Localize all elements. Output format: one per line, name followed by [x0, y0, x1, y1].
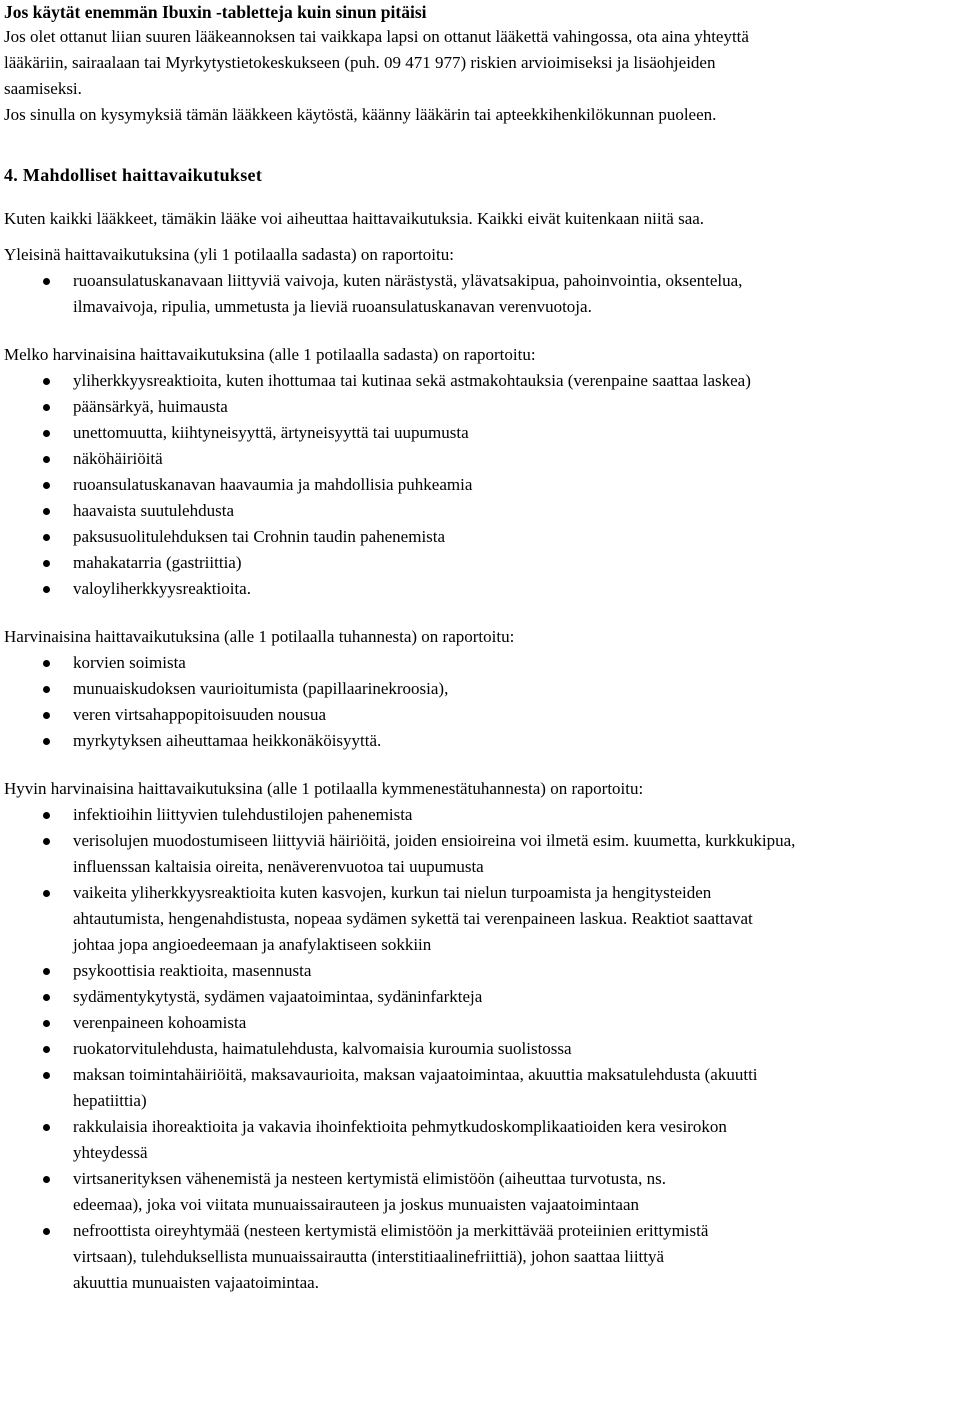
list-item-line: ilmavaivoja, ripulia, ummetusta ja lieviä ruoansulatuskanavan verenvuotoja. [73, 297, 592, 316]
bullet-dot-icon [43, 712, 50, 719]
overdose-line-3: saamiseksi. [4, 79, 82, 98]
list-item [4, 650, 956, 676]
list-item-line: yhteydessä [73, 1143, 148, 1162]
list-item [4, 1218, 956, 1296]
list-item-line: hepatiittia) [73, 1091, 147, 1110]
list-item-line: infektioihin liittyvien tulehdustilojen pahenemista [73, 805, 413, 824]
list-item-line: sydämentykytystä, sydämen vajaatoimintaa, sydäninfarkteja [73, 987, 483, 1006]
bullet-dot-icon [43, 660, 50, 667]
list-item [4, 576, 956, 602]
list-item [4, 1166, 956, 1218]
list-item-line: unettomuutta, kiihtyneisyyttä, ärtyneisyyttä tai uupumusta [73, 423, 469, 442]
uncommon-effects-title: Melko harvinaisina haittavaikutuksina (alle 1 potilaalla sadasta) on raportoitu: [4, 345, 536, 364]
bullet-dot-icon [43, 1124, 50, 1131]
bullet-dot-icon [43, 404, 50, 411]
rare-effects-title: Harvinaisina haittavaikutuksina (alle 1 potilaalla tuhannesta) on raportoitu: [4, 627, 515, 646]
bullet-dot-icon [43, 1228, 50, 1235]
very-rare-effects-title: Hyvin harvinaisina haittavaikutuksina (alle 1 potilaalla kymmenestätuhannesta) on raportoitu: [4, 779, 644, 798]
list-item-line: yliherkkyysreaktioita, kuten ihottumaa tai kutinaa sekä astmakohtauksia (verenpaine saattaa laskea) [73, 371, 751, 390]
list-item-line: verenpaineen kohoamista [73, 1013, 247, 1032]
list-item-line: valoyliherkkyysreaktioita. [73, 579, 251, 598]
list-item-line: päänsärkyä, huimausta [73, 397, 228, 416]
list-item [4, 802, 956, 828]
bullet-dot-icon [43, 278, 50, 285]
list-item-line: psykoottisia reaktioita, masennusta [73, 961, 312, 980]
list-item [4, 1036, 956, 1062]
bullet-dot-icon [43, 838, 50, 845]
list-item [4, 1062, 956, 1114]
uncommon-effects-list [4, 368, 956, 602]
very-rare-effects-list [4, 802, 956, 1296]
bullet-dot-icon [43, 738, 50, 745]
list-item [4, 958, 956, 984]
list-item [4, 676, 956, 702]
overdose-line-2: lääkäriin, sairaalaan tai Myrkytystietokeskukseen (puh. 09 471 977) riskien arvioimiseksi ja lisäohjeiden [4, 53, 716, 72]
list-item-line: maksan toimintahäiriöitä, maksavaurioita, maksan vajaatoimintaa, akuuttia maksatulehdusta (akuutti [73, 1065, 758, 1084]
overdose-line-4: Jos sinulla on kysymyksiä tämän lääkkeen käytöstä, käänny lääkärin tai apteekkihenkilökunnan puoleen. [4, 105, 717, 124]
list-item-line: myrkytyksen aiheuttamaa heikkonäköisyyttä. [73, 731, 382, 750]
list-item [4, 472, 956, 498]
bullet-dot-icon [43, 1072, 50, 1079]
bullet-dot-icon [43, 686, 50, 693]
rare-effects-list [4, 650, 956, 754]
bullet-dot-icon [43, 968, 50, 975]
list-item [4, 550, 956, 576]
bullet-dot-icon [43, 508, 50, 515]
list-item [4, 880, 956, 958]
bullet-dot-icon [43, 994, 50, 1001]
list-item-line: ahtautumista, hengenahdistusta, nopeaa sydämen sykettä tai verenpaineen laskua. Reaktiot saattavat [73, 909, 753, 928]
list-item [4, 268, 956, 320]
list-item [4, 1114, 956, 1166]
list-item-line: ruoansulatuskanavan haavaumia ja mahdollisia puhkeamia [73, 475, 473, 494]
list-item-line: mahakatarria (gastriittia) [73, 553, 242, 572]
bullet-dot-icon [43, 1020, 50, 1027]
list-item-line: virtsaan), tulehduksellista munuaissairautta (interstitiaalinefriittiä), johon saattaa liittyä [73, 1247, 665, 1266]
common-effects-title: Yleisinä haittavaikutuksina (yli 1 potilaalla sadasta) on raportoitu: [4, 245, 454, 264]
bullet-dot-icon [43, 1046, 50, 1053]
bullet-dot-icon [43, 430, 50, 437]
bullet-dot-icon [43, 482, 50, 489]
list-item-line: ruoansulatuskanavaan liittyviä vaivoja, kuten närästystä, ylävatsakipua, pahoinvointia, oksentelua, [73, 271, 743, 290]
bullet-dot-icon [43, 890, 50, 897]
list-item [4, 394, 956, 420]
list-item-line: haavaista suutulehdusta [73, 501, 234, 520]
list-item [4, 1010, 956, 1036]
list-item [4, 828, 956, 880]
overdose-line-1: Jos olet ottanut liian suuren lääkeannoksen tai vaikkapa lapsi on ottanut lääkettä vahingossa, ota aina yhteyttä [4, 27, 749, 46]
list-item-line: virtsanerityksen vähenemistä ja nesteen kertymistä elimistöön (aiheuttaa turvotusta, ns. [73, 1169, 666, 1188]
list-item [4, 420, 956, 446]
list-item-line: paksusuolitulehduksen tai Crohnin taudin pahenemista [73, 527, 446, 546]
list-item-line: johtaa jopa angioedeemaan ja anafylaktiseen sokkiin [73, 935, 432, 954]
overdose-heading: Jos käytät enemmän Ibuxin -tabletteja kuin sinun pitäisi [4, 2, 427, 22]
list-item-line: verisolujen muodostumiseen liittyviä häiriöitä, joiden ensioireina voi ilmetä esim. kuumetta, kurkkukipua, [73, 831, 796, 850]
list-item [4, 498, 956, 524]
list-item-line: vaikeita yliherkkyysreaktioita kuten kasvojen, kurkun tai nielun turpoamista ja hengitysteiden [73, 883, 712, 902]
bullet-dot-icon [43, 1176, 50, 1183]
bullet-dot-icon [43, 560, 50, 567]
list-item-line: nefroottista oireyhtymää (nesteen kertymistä elimistöön ja merkittävää proteiinien erittymistä [73, 1221, 709, 1240]
list-item [4, 728, 956, 754]
list-item [4, 984, 956, 1010]
bullet-dot-icon [43, 812, 50, 819]
list-item-line: ruokatorvitulehdusta, haimatulehdusta, kalvomaisia kuroumia suolistossa [73, 1039, 572, 1058]
list-item [4, 446, 956, 472]
bullet-dot-icon [43, 378, 50, 385]
list-item-line: akuuttia munuaisten vajaatoimintaa. [73, 1273, 319, 1292]
list-item-line: edeemaa), joka voi viitata munuaissairauteen ja joskus munuaisten vajaatoimintaan [73, 1195, 640, 1214]
bullet-dot-icon [43, 586, 50, 593]
common-effects-list [4, 268, 956, 320]
list-item [4, 524, 956, 550]
bullet-dot-icon [43, 456, 50, 463]
section-4-heading: 4. Mahdolliset haittavaikutukset [4, 165, 263, 185]
list-item-line: influenssan kaltaisia oireita, nenäverenvuotoa tai uupumusta [73, 857, 484, 876]
list-item [4, 368, 956, 394]
list-item-line: munuaiskudoksen vaurioitumista (papillaarinekroosia), [73, 679, 449, 698]
section-4-intro: Kuten kaikki lääkkeet, tämäkin lääke voi aiheuttaa haittavaikutuksia. Kaikki eivät kuitenkaan niitä saa. [4, 209, 705, 228]
list-item [4, 702, 956, 728]
bullet-dot-icon [43, 534, 50, 541]
list-item-line: rakkulaisia ihoreaktioita ja vakavia ihoinfektioita pehmytkudoskomplikaatioiden kera vesirokon [73, 1117, 727, 1136]
list-item-line: näköhäiriöitä [73, 449, 163, 468]
list-item-line: veren virtsahappopitoisuuden nousua [73, 705, 327, 724]
list-item-line: korvien soimista [73, 653, 186, 672]
